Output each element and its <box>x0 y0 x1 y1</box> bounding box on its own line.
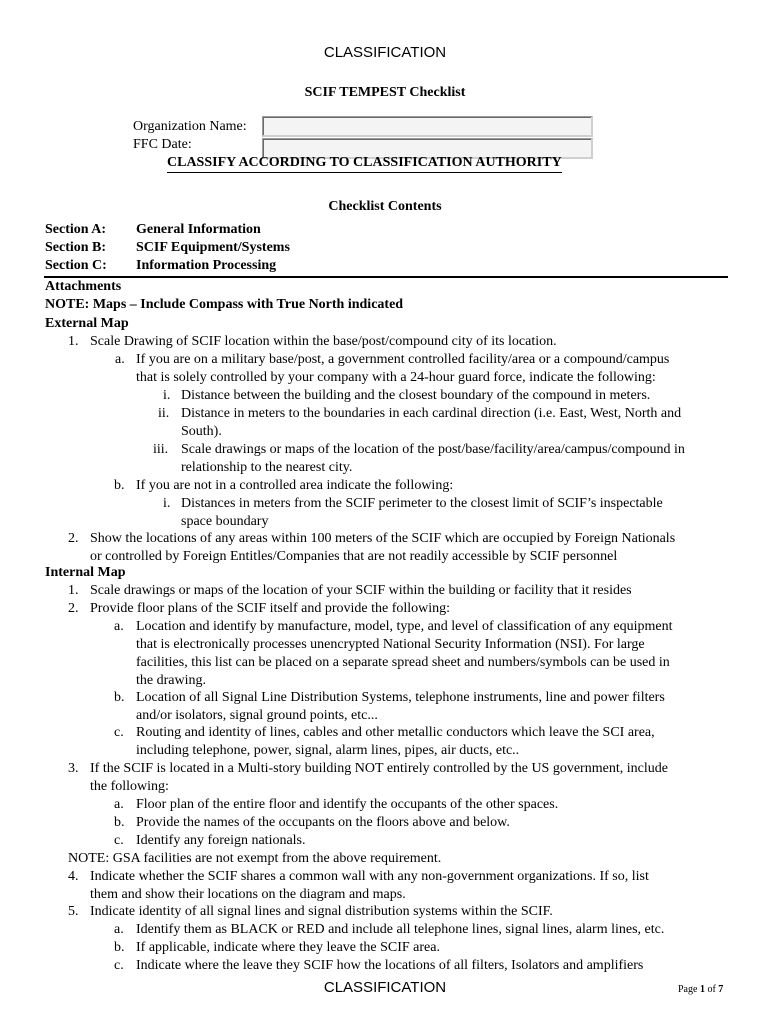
external-map-heading: External Map <box>45 316 129 331</box>
divider <box>44 276 728 278</box>
org-name-label: Organization Name: <box>133 119 247 134</box>
section-c-label: Section C: <box>45 258 107 273</box>
org-name-field[interactable] <box>262 116 593 137</box>
section-a-label: Section A: <box>45 222 107 237</box>
section-a-title: General Information <box>136 222 261 237</box>
page-title: SCIF TEMPEST Checklist <box>304 85 466 100</box>
section-c-title: Information Processing <box>136 258 277 273</box>
attachments-heading: Attachments <box>45 279 122 294</box>
maps-note: NOTE: Maps – Include Compass with True North indicated <box>45 297 404 312</box>
internal-map-heading: Internal Map <box>45 565 126 580</box>
contents-heading: Checklist Contents <box>328 199 442 214</box>
section-b-label: Section B: <box>45 240 107 255</box>
top-classification: CLASSIFICATION <box>323 44 447 61</box>
classify-note: CLASSIFY ACCORDING TO CLASSIFICATION AUTHORITY <box>167 155 562 173</box>
page-number: Page 1 of 7 <box>678 984 724 995</box>
ffc-date-label: FFC Date: <box>133 137 192 152</box>
section-b-title: SCIF Equipment/Systems <box>136 240 290 255</box>
bottom-classification: CLASSIFICATION <box>323 979 447 996</box>
